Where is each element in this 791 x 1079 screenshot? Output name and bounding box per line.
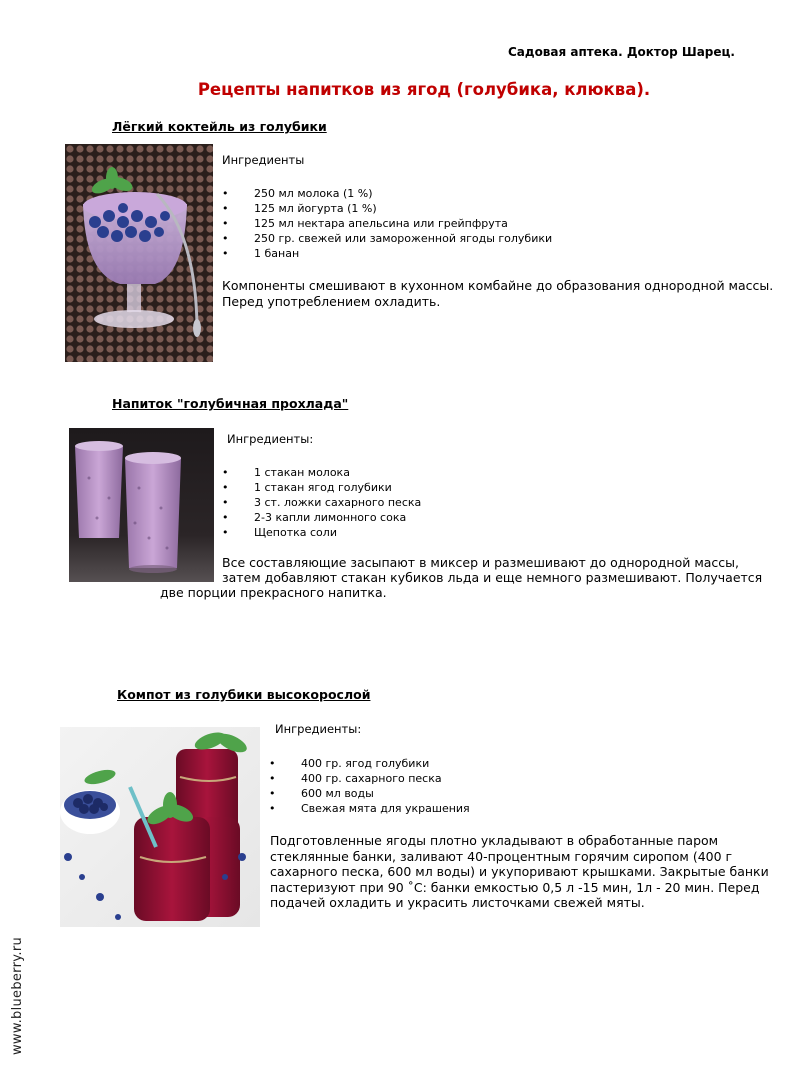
ingredient-item: • 1 стакан молока	[222, 465, 421, 480]
ingredient-item: • 125 мл йогурта (1 %)	[222, 201, 552, 216]
recipe-3-instructions-line-3: сахарного песка, 600 мл воды) и укупоривают крышками. Закрытые банки	[270, 864, 769, 879]
ingredient-item: • 600 мл воды	[269, 786, 470, 801]
ingredient-item: • 250 гр. свежей или замороженной ягоды голубики	[222, 231, 552, 246]
ingredient-item: • 400 гр. сахарного песка	[269, 771, 470, 786]
page-title: Рецепты напитков из ягод (голубика, клюква).	[197, 80, 651, 99]
ingredient-item: • 1 стакан ягод голубики	[222, 480, 421, 495]
ingredient-item: • 400 гр. ягод голубики	[269, 756, 470, 771]
ingredient-item: • 2-3 капли лимонного сока	[222, 510, 421, 525]
ingredient-item: • 125 мл нектара апельсина или грейпфрута	[222, 216, 552, 231]
recipe-1-instructions-line-2: Перед употреблением охладить.	[222, 294, 441, 309]
recipe-1-instructions-line-1: Компоненты смешивают в кухонном комбайне до образования однородной массы.	[222, 278, 774, 293]
recipe-3-ingredients-list	[269, 756, 470, 816]
recipe-1-title: Лёгкий коктейль из голубики	[112, 119, 327, 134]
recipe-1-ingredients-label: Ингредиенты	[222, 153, 305, 167]
recipe-3-title: Компот из голубики высокорослой	[117, 687, 371, 702]
recipe-3-photo	[60, 727, 260, 927]
recipe-1-ingredients-list	[222, 186, 552, 261]
recipe-2-instructions-line-3: две порции прекрасного напитка.	[160, 585, 387, 600]
ingredient-item: • 3 ст. ложки сахарного песка	[222, 495, 421, 510]
recipe-2-ingredients-list	[222, 465, 421, 540]
ingredient-item: • Свежая мята для украшения	[269, 801, 470, 816]
recipe-3-ingredients-label: Ингредиенты:	[275, 722, 362, 736]
ingredient-item: • Щепотка соли	[222, 525, 421, 540]
recipe-2-photo	[69, 428, 214, 582]
recipe-3-instructions-line-4: пастеризуют при 90 ˚С: банки емкостью 0,5 л -15 мин, 1л - 20 мин. Перед	[270, 880, 760, 895]
ingredient-item: • 1 банан	[222, 246, 552, 261]
side-url-watermark: www.blueberry.ru	[10, 936, 25, 1055]
recipe-3-instructions-line-1: Подготовленные ягоды плотно укладывают в обработанные паром	[270, 833, 719, 848]
recipe-2-ingredients-label: Ингредиенты:	[227, 432, 314, 446]
recipe-3-instructions-line-2: стеклянные банки, заливают 40-процентным горячим сиропом (400 г	[270, 849, 733, 864]
recipe-2-title: Напиток "голубичная прохлада"	[112, 396, 349, 411]
source-header: Садовая аптека. Доктор Шарец.	[507, 45, 735, 59]
recipe-2-instructions-line-2: затем добавляют стакан кубиков льда и еще немного размешивают. Получается	[222, 570, 763, 585]
ingredient-item: • 250 мл молока (1 %)	[222, 186, 552, 201]
recipe-3-instructions-line-5: подачей охладить и украсить листочками свежей мяты.	[270, 895, 645, 910]
recipe-2-instructions-line-1: Все составляющие засыпают в миксер и размешивают до однородной массы,	[222, 555, 739, 570]
recipe-1-photo	[65, 144, 213, 362]
